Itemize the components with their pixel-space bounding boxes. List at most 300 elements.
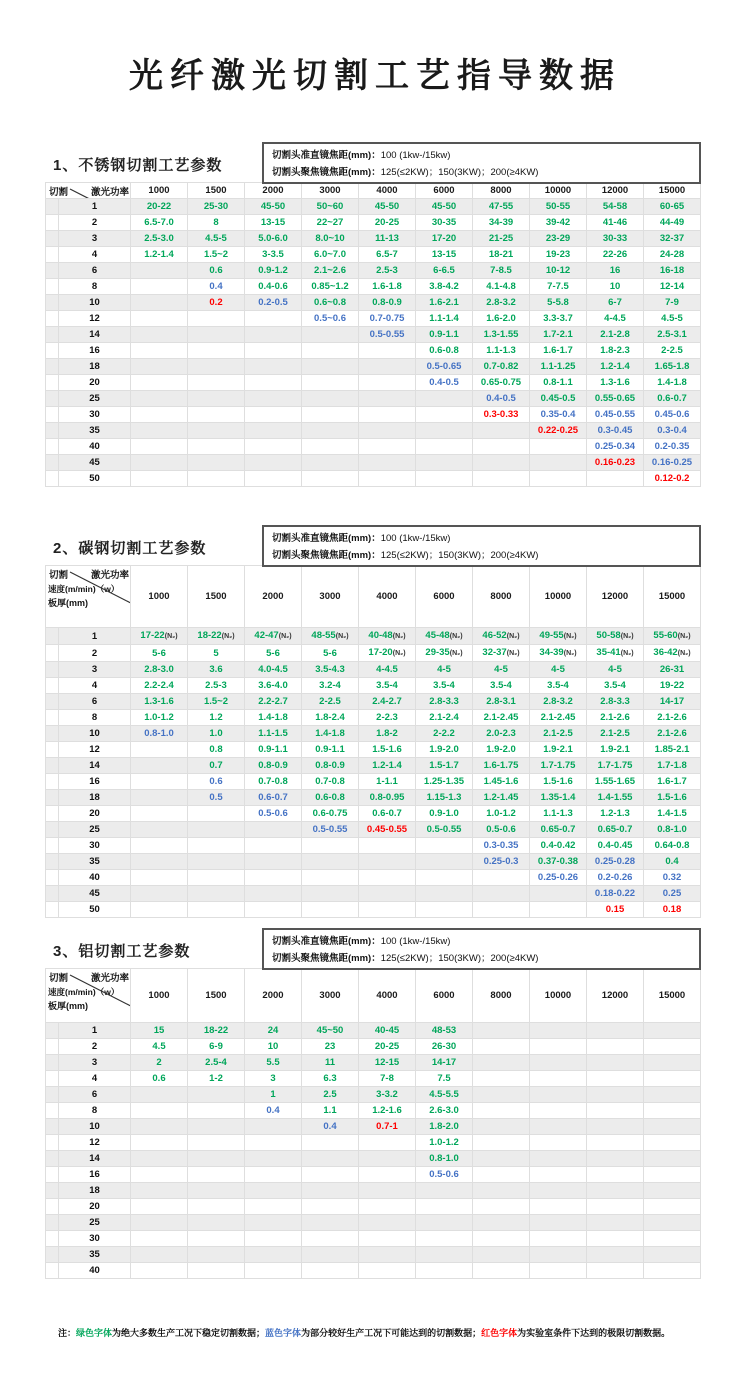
param-value: 0.35-0.4	[540, 409, 576, 420]
param-value: 0.18-0.22	[594, 888, 636, 899]
param-cell	[530, 375, 587, 391]
param-value: 1.0-1.2	[429, 1137, 459, 1148]
corner-power-label: 激光功率	[90, 187, 129, 198]
param-value: 1.9-2.1	[600, 744, 630, 755]
param-cell	[644, 806, 701, 822]
param-value: 18-22	[203, 1025, 229, 1036]
param-cell	[644, 215, 701, 231]
param-cell	[131, 263, 188, 279]
param-value: 0.9-1.2	[258, 265, 288, 276]
param-cell	[245, 471, 302, 487]
param-value: 3.3-3.7	[543, 313, 573, 324]
param-cell	[359, 822, 416, 838]
table-row	[46, 726, 701, 742]
param-cell	[302, 662, 359, 678]
param-value: 4.5-5.5	[429, 1089, 459, 1100]
param-value: 0.9-1.0	[429, 808, 459, 819]
table-row	[46, 263, 701, 279]
gutter-cell	[46, 1055, 59, 1071]
param-cell	[416, 645, 473, 662]
param-cell	[359, 359, 416, 375]
param-cell	[302, 710, 359, 726]
param-cell	[359, 645, 416, 662]
param-cell	[587, 423, 644, 439]
param-cell	[359, 455, 416, 471]
table-row	[46, 1215, 701, 1231]
param-cell	[302, 886, 359, 902]
param-cell	[587, 1103, 644, 1119]
param-cell	[473, 886, 530, 902]
param-cell	[302, 1247, 359, 1263]
param-cell	[587, 375, 644, 391]
param-cell	[188, 471, 245, 487]
param-cell	[416, 359, 473, 375]
param-value: 24	[267, 1025, 279, 1036]
param-value: 1.1-1.25	[540, 361, 576, 372]
param-cell	[188, 902, 245, 918]
param-cell	[416, 1119, 473, 1135]
param-cell	[473, 199, 530, 215]
section-carbon-steel	[45, 525, 701, 918]
param-value: 0.6-0.7	[372, 808, 402, 819]
gutter-cell	[46, 1071, 59, 1087]
param-cell	[530, 758, 587, 774]
thickness-row-header: 6	[59, 263, 131, 279]
param-cell	[644, 662, 701, 678]
param-cell	[473, 439, 530, 455]
param-cell	[530, 1135, 587, 1151]
thickness-row-header: 40	[59, 870, 131, 886]
param-value: 1.5~2	[203, 249, 229, 260]
param-cell	[188, 822, 245, 838]
param-cell	[245, 645, 302, 662]
param-cell	[416, 1055, 473, 1071]
focal-value: 125(≤2KW)；150(3KW)；200(≥4KW)	[380, 953, 539, 964]
param-cell	[416, 471, 473, 487]
table-row	[46, 645, 701, 662]
param-value: 45-48	[425, 630, 450, 641]
param-cell	[131, 391, 188, 407]
param-cell	[416, 423, 473, 439]
param-value: 0.45-0.6	[654, 409, 690, 420]
param-value: 1.0	[209, 728, 223, 739]
param-cell	[131, 1183, 188, 1199]
param-value: 0.4	[665, 856, 679, 867]
table-row	[46, 279, 701, 295]
power-column-header: 2000	[245, 566, 302, 628]
param-cell	[587, 1119, 644, 1135]
param-cell	[416, 1023, 473, 1039]
param-cell	[644, 1231, 701, 1247]
param-value: 16	[609, 265, 621, 276]
param-cell	[473, 1183, 530, 1199]
param-cell	[416, 199, 473, 215]
param-cell	[644, 1151, 701, 1167]
param-cell	[188, 1183, 245, 1199]
stainless-table-host	[45, 182, 701, 487]
param-value: 3.5-4	[376, 680, 398, 691]
param-value: 30-33	[602, 233, 628, 244]
gutter-cell	[46, 423, 59, 439]
param-value: 46-52	[482, 630, 507, 641]
param-cell	[530, 1071, 587, 1087]
param-cell	[302, 455, 359, 471]
param-cell	[644, 247, 701, 263]
thickness-row-header: 2	[59, 1039, 131, 1055]
aluminum-table-host	[45, 968, 701, 1279]
param-cell	[131, 471, 188, 487]
table-row	[46, 215, 701, 231]
param-value: 40-48	[368, 630, 393, 641]
param-cell	[302, 263, 359, 279]
param-cell	[188, 1087, 245, 1103]
param-cell	[587, 359, 644, 375]
param-value: 6.0~7.0	[314, 249, 346, 260]
param-cell	[131, 231, 188, 247]
legend-segment: 为部分较好生产工况下可能达到的切割数据；	[301, 1328, 482, 1338]
parameters-table	[45, 565, 701, 918]
param-value: 2.8-3.3	[429, 696, 459, 707]
param-cell	[530, 1199, 587, 1215]
param-value: 1.2-1.3	[600, 808, 630, 819]
param-cell	[245, 742, 302, 758]
param-cell	[644, 1167, 701, 1183]
table-row	[46, 822, 701, 838]
param-value: 0.8-1.0	[657, 824, 687, 835]
param-value: 32-37	[482, 647, 507, 658]
param-cell	[245, 902, 302, 918]
param-cell	[131, 247, 188, 263]
param-cell	[359, 870, 416, 886]
param-value: 19-23	[545, 249, 571, 260]
param-cell	[359, 806, 416, 822]
param-cell	[530, 1119, 587, 1135]
param-cell	[302, 215, 359, 231]
param-value: 1.1-1.3	[543, 808, 573, 819]
thickness-row-header: 4	[59, 678, 131, 694]
param-cell	[416, 902, 473, 918]
param-value: 1.7-1.75	[597, 760, 633, 771]
param-cell	[245, 1071, 302, 1087]
param-cell	[359, 902, 416, 918]
param-value: 3.6-4.0	[258, 680, 288, 691]
thickness-row-header: 16	[59, 774, 131, 790]
page-title: 光纤激光切割工艺指导数据	[129, 57, 621, 95]
diagonal-corner-cell	[46, 183, 131, 199]
param-cell	[188, 359, 245, 375]
param-cell	[473, 423, 530, 439]
param-value: 1.2-1.4	[372, 760, 402, 771]
power-column-header: 15000	[644, 183, 701, 199]
param-cell	[359, 662, 416, 678]
param-value: 6-9	[209, 1041, 223, 1052]
corner-power-label: 激光功率	[90, 973, 129, 984]
param-cell	[131, 726, 188, 742]
param-cell	[473, 375, 530, 391]
param-cell	[359, 375, 416, 391]
param-value: 1.7-2.1	[543, 329, 573, 340]
param-cell	[359, 694, 416, 710]
param-cell	[587, 822, 644, 838]
param-value: 1.3-1.55	[483, 329, 519, 340]
param-cell	[473, 359, 530, 375]
param-cell	[245, 1151, 302, 1167]
table-row	[46, 471, 701, 487]
param-cell	[416, 886, 473, 902]
thickness-row-header: 10	[59, 726, 131, 742]
param-cell	[359, 1183, 416, 1199]
thickness-row-header: 12	[59, 742, 131, 758]
param-cell	[359, 1103, 416, 1119]
table-row	[46, 758, 701, 774]
param-cell	[416, 327, 473, 343]
param-cell	[473, 1231, 530, 1247]
param-cell	[530, 1215, 587, 1231]
power-header-row	[46, 969, 701, 1023]
param-cell	[302, 295, 359, 311]
param-cell	[644, 645, 701, 662]
param-cell	[473, 1167, 530, 1183]
thickness-row-header: 1	[59, 199, 131, 215]
param-value: 2.2-2.4	[144, 680, 174, 691]
param-cell	[359, 1071, 416, 1087]
power-column-header: 10000	[530, 566, 587, 628]
table-row	[46, 327, 701, 343]
section-stainless-steel	[45, 142, 701, 487]
param-cell	[302, 1135, 359, 1151]
gutter-cell	[46, 742, 59, 758]
param-value: 0.8-0.9	[258, 760, 288, 771]
power-column-header: 12000	[587, 969, 644, 1023]
param-cell	[359, 1039, 416, 1055]
thickness-row-header: 10	[59, 295, 131, 311]
gutter-cell	[46, 710, 59, 726]
param-cell	[245, 327, 302, 343]
param-value: 2.5-3	[376, 265, 398, 276]
param-cell	[530, 407, 587, 423]
power-column-header: 4000	[359, 183, 416, 199]
param-cell	[131, 678, 188, 694]
param-cell	[245, 199, 302, 215]
param-value: 5-5.8	[547, 297, 569, 308]
param-cell	[131, 870, 188, 886]
param-cell	[416, 758, 473, 774]
param-cell	[131, 407, 188, 423]
param-cell	[359, 886, 416, 902]
param-cell	[359, 758, 416, 774]
param-value: 0.18	[662, 904, 682, 915]
param-cell	[188, 774, 245, 790]
param-cell	[245, 439, 302, 455]
gutter-cell	[46, 295, 59, 311]
param-cell	[131, 1167, 188, 1183]
corner-thickness-label: 板厚(mm)	[48, 1001, 88, 1011]
param-cell	[302, 1167, 359, 1183]
param-cell	[473, 1247, 530, 1263]
legend-prefix: 注：	[58, 1328, 77, 1338]
gutter-cell	[46, 391, 59, 407]
param-cell	[530, 742, 587, 758]
param-cell	[359, 231, 416, 247]
param-value: 54-58	[602, 201, 628, 212]
param-cell	[245, 375, 302, 391]
param-cell	[245, 1135, 302, 1151]
param-value: 0.32	[662, 872, 682, 883]
param-cell	[302, 231, 359, 247]
param-cell	[302, 902, 359, 918]
param-value: 2.8-3.1	[486, 696, 516, 707]
table-row	[46, 1167, 701, 1183]
gutter-cell	[46, 231, 59, 247]
gutter-cell	[46, 838, 59, 854]
collimating-focal-line	[272, 933, 691, 950]
power-header-row	[46, 183, 701, 199]
param-cell	[359, 327, 416, 343]
param-cell	[131, 1071, 188, 1087]
param-value: 6.5-7.0	[144, 217, 174, 228]
param-cell	[131, 439, 188, 455]
thickness-row-header: 50	[59, 902, 131, 918]
param-value: 0.25-0.3	[483, 856, 519, 867]
param-cell	[359, 1023, 416, 1039]
param-value: 0.4	[266, 1105, 280, 1116]
param-cell	[245, 790, 302, 806]
param-value: 2-2.3	[376, 712, 398, 723]
param-value: 3.5-4	[547, 680, 569, 691]
param-cell	[302, 423, 359, 439]
param-cell	[530, 662, 587, 678]
param-cell	[416, 662, 473, 678]
param-cell	[245, 455, 302, 471]
param-cell	[644, 1087, 701, 1103]
param-value: 0.6	[152, 1073, 166, 1084]
nitrogen-tag: (N₂)	[563, 633, 577, 640]
param-cell	[245, 1183, 302, 1199]
param-value: 0.65-0.75	[480, 377, 522, 388]
param-cell	[473, 806, 530, 822]
thickness-row-header: 6	[59, 1087, 131, 1103]
param-cell	[644, 359, 701, 375]
param-cell	[644, 1071, 701, 1087]
param-cell	[473, 247, 530, 263]
param-cell	[416, 1103, 473, 1119]
param-cell	[245, 1167, 302, 1183]
param-cell	[245, 1023, 302, 1039]
param-value: 1.2	[209, 712, 223, 723]
param-cell	[359, 1167, 416, 1183]
param-value: 1.6-1.8	[372, 281, 402, 292]
parameters-table	[45, 182, 701, 487]
power-column-header: 6000	[416, 969, 473, 1023]
param-cell	[530, 231, 587, 247]
param-value: 1	[270, 1089, 276, 1100]
param-value: 4.5	[152, 1041, 166, 1052]
corner-thickness-label: 板厚(mm)	[48, 598, 88, 608]
param-cell	[587, 215, 644, 231]
param-cell	[587, 1263, 644, 1279]
param-cell	[530, 1183, 587, 1199]
param-cell	[131, 295, 188, 311]
thickness-row-header: 10	[59, 1119, 131, 1135]
param-value: 0.4	[209, 281, 223, 292]
gutter-cell	[46, 407, 59, 423]
param-cell	[245, 726, 302, 742]
param-cell	[587, 1199, 644, 1215]
param-cell	[473, 870, 530, 886]
param-value: 20-25	[374, 1041, 400, 1052]
param-value: 2.0-2.3	[486, 728, 516, 739]
param-cell	[359, 247, 416, 263]
param-cell	[473, 1087, 530, 1103]
section-title: 2、碳钢切割工艺参数	[53, 540, 207, 557]
gutter-cell	[46, 790, 59, 806]
param-cell	[245, 1039, 302, 1055]
param-cell	[131, 806, 188, 822]
param-cell	[587, 645, 644, 662]
power-column-header: 1500	[188, 969, 245, 1023]
legend-note	[58, 1326, 670, 1339]
param-cell	[359, 1087, 416, 1103]
param-cell	[359, 726, 416, 742]
param-cell	[416, 1151, 473, 1167]
param-cell	[188, 375, 245, 391]
gutter-cell	[46, 662, 59, 678]
section-title: 1、不锈钢切割工艺参数	[53, 157, 223, 174]
param-value: 0.9-1.1	[258, 744, 288, 755]
param-cell	[188, 854, 245, 870]
param-cell	[245, 391, 302, 407]
param-value: 17-22	[140, 630, 165, 641]
param-cell	[473, 1055, 530, 1071]
param-value: 1.6-1.7	[657, 776, 687, 787]
param-cell	[587, 439, 644, 455]
param-cell	[245, 806, 302, 822]
param-cell	[416, 870, 473, 886]
param-value: 2.1-2.45	[540, 712, 576, 723]
power-column-header: 10000	[530, 969, 587, 1023]
param-value: 4.5-5	[205, 233, 227, 244]
param-cell	[530, 1103, 587, 1119]
table-row	[46, 1087, 701, 1103]
param-cell	[644, 1119, 701, 1135]
param-cell	[416, 1263, 473, 1279]
param-cell	[416, 295, 473, 311]
param-cell	[302, 327, 359, 343]
param-cell	[359, 790, 416, 806]
nitrogen-tag: (N₂)	[449, 633, 463, 640]
param-cell	[302, 247, 359, 263]
param-cell	[473, 327, 530, 343]
param-cell	[359, 774, 416, 790]
param-cell	[587, 1183, 644, 1199]
param-cell	[131, 758, 188, 774]
focal-length-box	[262, 928, 701, 970]
param-cell	[245, 1247, 302, 1263]
param-value: 2.8-3.2	[543, 696, 573, 707]
param-cell	[416, 628, 473, 645]
param-value: 0.85~1.2	[311, 281, 349, 292]
thickness-row-header: 4	[59, 1071, 131, 1087]
param-cell	[131, 311, 188, 327]
thickness-row-header: 25	[59, 822, 131, 838]
param-value: 1.8-2	[376, 728, 398, 739]
param-cell	[416, 279, 473, 295]
thickness-row-header: 20	[59, 1199, 131, 1215]
param-value: 29-35	[425, 647, 450, 658]
param-cell	[188, 645, 245, 662]
param-cell	[644, 758, 701, 774]
param-cell	[416, 407, 473, 423]
